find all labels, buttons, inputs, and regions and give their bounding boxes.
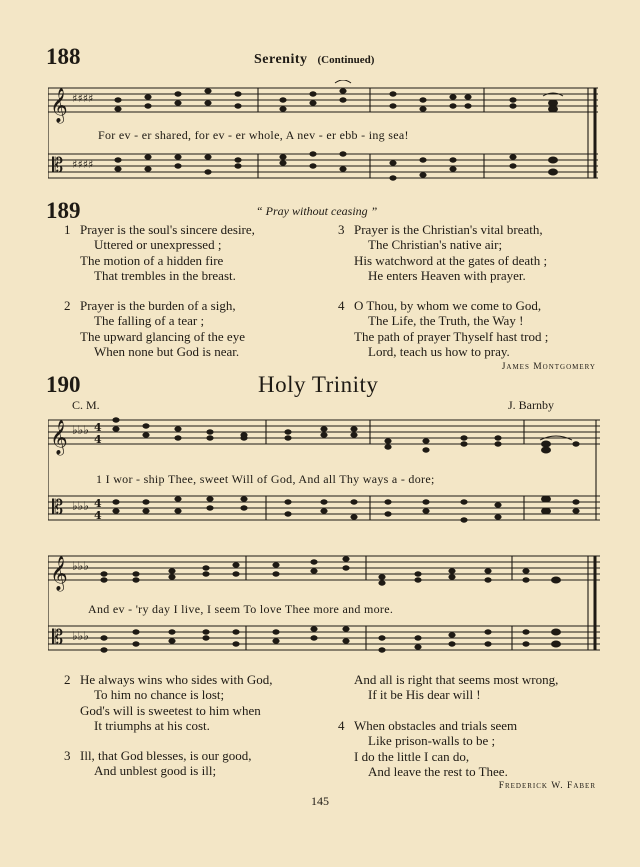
verse-line: And leave the rest to Thee. [368,764,508,780]
verse-number: 4 [338,718,345,733]
key-signature-flats-lower: ♭♭♭ [72,629,89,643]
hymn-190-composer: J. Barnby [508,398,554,412]
verse-line: When obstacles and trials seem [354,718,518,733]
verse-line: Uttered or unexpressed ; [94,237,222,253]
key-signature-sharps-lower: ♯♯♯♯ [72,158,94,171]
hymn-188-lyrics: For ev - er shared, for ev - er whole, A nev - er ebb - ing sea! [98,128,409,142]
alto-clef-icon: 𝄡 [52,153,64,177]
verse-line: That trembles in the breast. [94,268,236,284]
key-signature-sharps: ♯♯♯♯ [72,92,94,105]
continued-label: (Continued) [317,54,375,66]
hymn-190-verse-2 [64,672,273,734]
hymn-189-verse-4 [338,298,549,360]
verse-line: The Life, the Truth, the Way ! [368,313,524,329]
key-signature-flats: ♭♭♭ [72,559,89,573]
verse-number: 4 [338,298,345,313]
verse-line: Ill, that God blesses, is our good, [80,748,252,763]
verse-number: 2 [64,672,71,687]
treble-clef-icon: 𝄞 [50,556,68,591]
key-signature-flats: ♭♭♭ [72,423,89,437]
hymn-189-author: James Montgomery [501,362,596,372]
verse-line: I do the little I can do, [354,748,470,764]
verse-line: If it be His dear will ! [368,687,481,703]
hymn-190-lyrics-line-2: And ev - 'ry day I live, I seem To love Thee more and more. [88,602,394,616]
alto-clef-icon: 𝄡 [52,625,64,649]
verse-line: Prayer is the burden of a sigh, [80,298,236,313]
verse-line: The path of prayer Thyself hast trod ; [354,328,549,344]
alto-clef-icon: 𝄡 [52,495,64,519]
verse-line: His watchword at the gates of death ; [354,252,548,268]
verse-line: Lord, teach us how to pray. [368,344,510,360]
verse-line: The Christian's native air; [368,237,503,253]
hymn-190-author: Frederick W. Faber [498,781,596,791]
fermata-icon [543,93,563,96]
verse-line: The motion of a hidden fire [80,252,224,268]
hymn-188-heading [254,50,374,68]
hymn-190-number: 190 [46,372,81,397]
hymn-190-lyrics-line-1: 1 I wor - ship Thee, sweet Will of God, And all Thy ways a - dore; [96,472,435,486]
hymn-190-verse-4 [338,718,518,780]
verse-line: Like prison-walls to be ; [368,733,496,749]
hymn-189-epigraph: “ Pray without ceasing ” [256,204,378,218]
tune-name-holy-trinity: Holy Trinity [258,372,379,397]
hymn-189-verse-3 [338,222,548,284]
hymn-188-number: 188 [46,44,81,69]
time-signature-top-lower: 4 [94,497,102,510]
verse-number: 3 [64,748,71,763]
verse-line: He enters Heaven with prayer. [368,268,526,284]
notes [112,417,579,522]
verse-line: The upward glancing of the eye [80,328,245,344]
time-signature-top: 4 [94,421,102,434]
verse-number: 2 [64,298,71,313]
verse-line: And unblest good is ill; [94,763,217,779]
treble-clef-icon: 𝄞 [50,88,68,123]
page-number: 145 [311,794,329,808]
verse-number: 1 [64,222,71,237]
time-signature-bottom-lower: 4 [94,509,102,522]
hymn-189-verse-1 [64,222,255,284]
verse-line: He always wins who sides with God, [80,672,273,687]
verse-line: God's will is sweetest to him when [80,702,261,718]
verse-line: The falling of a tear ; [94,313,205,329]
hymn-190-verse-3 [64,748,252,779]
hymn-190-meter: C. M. [72,398,100,412]
hymn-190-verse-3-continued [354,672,558,703]
verse-line: And all is right that seems most wrong, [354,672,559,687]
tune-name-serenity: Serenity [254,52,308,67]
key-signature-flats-lower: ♭♭♭ [72,499,89,513]
verse-line: To him no chance is lost; [94,687,225,703]
verse-line: Prayer is the Christian's vital breath, [354,222,543,237]
verse-line: O Thou, by whom we come to God, [354,298,542,313]
time-signature-bottom: 4 [94,433,102,446]
verse-line: Prayer is the soul's sincere desire, [80,222,255,237]
verse-line: When none but God is near. [94,344,240,360]
verse-line: It triumphs at his cost. [94,718,210,734]
treble-clef-icon: 𝄞 [50,420,68,455]
fermata-icon [335,80,351,83]
hymn-189-verse-2 [64,298,245,360]
verse-number: 3 [338,222,345,237]
hymn-189-number: 189 [46,198,81,223]
